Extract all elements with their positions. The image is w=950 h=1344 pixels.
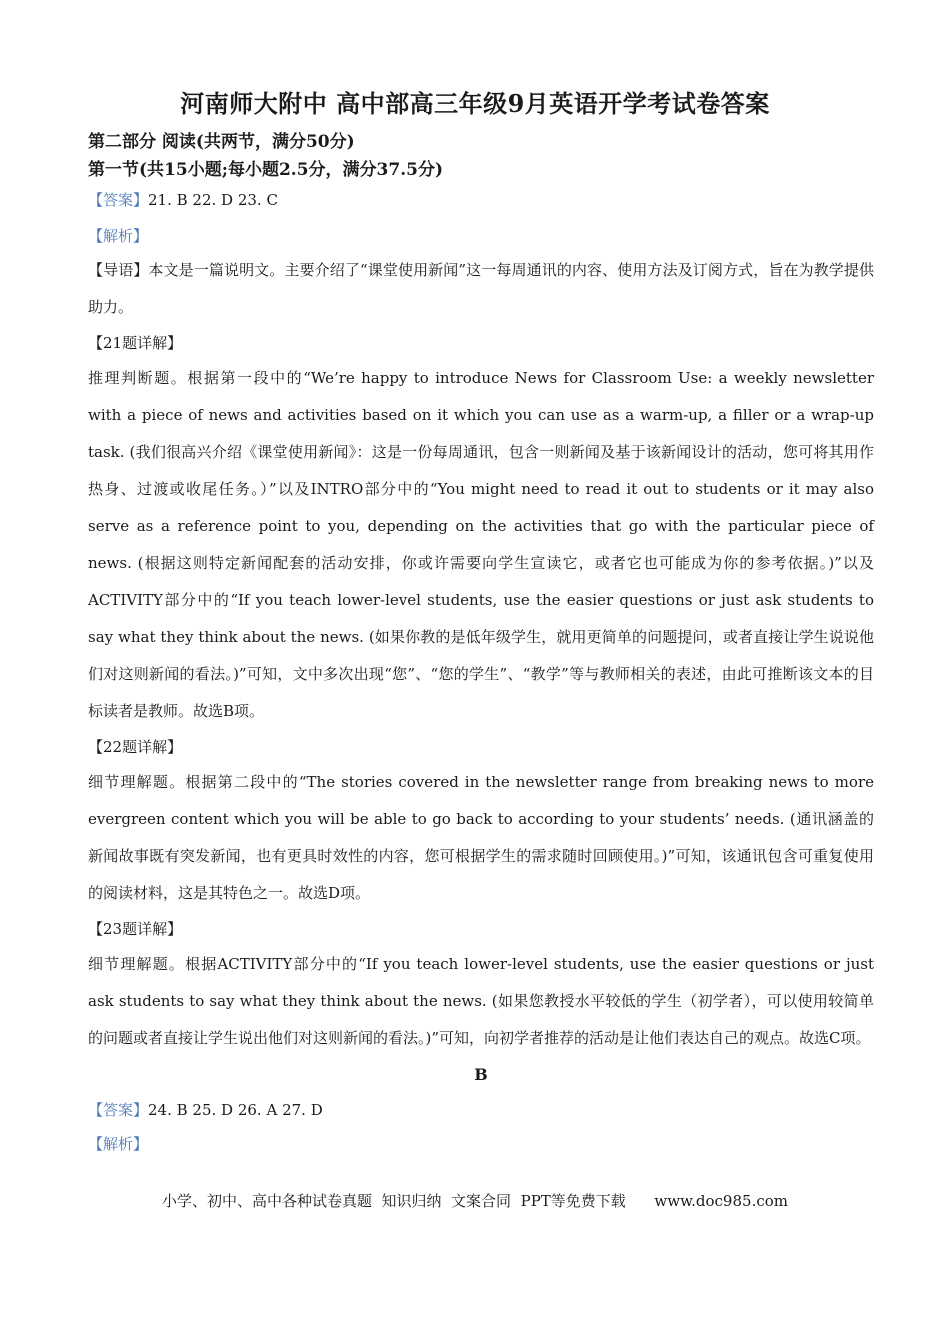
document-body [88,128,874,1161]
q21-heading: 【21题详解】 [88,334,183,352]
section-heading: 第二部分 阅读(共两节，满分50分) [88,132,355,152]
q23-heading: 【23题详解】 [88,920,183,938]
intro-paragraph: 【导语】本文是一篇说明文。主要介绍了“课堂使用新闻”这一每周通讯的内容、使用方法及订阅方式，旨在为教学提供助力。 [88,261,874,316]
answer-tag: 【答案】 [88,191,149,209]
answer-line-b [88,1093,874,1127]
answer-line-a [88,188,874,212]
analysis-tag: 【解析】 [88,227,149,245]
analysis-tag: 【解析】 [88,1135,149,1153]
analysis-line-a [88,224,874,248]
analysis-line-b [88,1127,874,1161]
q21-explanation: 推理判断题。根据第一段中的“We’re happy to introduce News for Classroom Use: a weekly newsletter with a piece of news and activities based on it which you can use as a warm-up, a filler or a wrap-up task. (我们很高兴介绍《课堂使用新闻》：这是一份每周通讯，包含一则新闻及基于该新闻设计的活动，您可将其用作热身、过渡或收尾任务。）”以及INTRO部分中的“You might need to read it out to students or it may also serve as a reference point to you, depending on the activities that go with the particular piece of news. (根据这则特定新闻配套的活动安排，你或许需要向学生宣读它，或者它也可能成为你的参考依据。)”以及ACTIVITY部分中的“If you teach lower-level students, use the easier questions or just ask students to say what they think about the news. (如果你教的是低年级学生，就用更简单的问题提问，或者直接让学生说说他们对这则新闻的看法。)”可知，文中多次出现“您”、“您的学生”、“教学”等与教师相关的表述，由此可推断该文本的目标读者是教师。故选B项。 [88,369,874,720]
q22-heading: 【22题详解】 [88,738,183,756]
passage-b-label: B [474,1065,488,1084]
answer-values: 21. B 22. D 23. C [148,191,278,209]
answer-values: 24. B 25. D 26. A 27. D [148,1101,323,1119]
page-footer: 小学、初中、高中各种试卷真题 知识归纳 文案合同 PPT等免费下载 www.doc985.com [161,1192,788,1210]
subsection-heading: 第一节(共15小题;每小题2.5分，满分37.5分) [88,160,443,180]
document-title: 河南师大附中 高中部高三年级9月英语开学考试卷答案 [180,89,770,118]
answer-tag: 【答案】 [88,1101,149,1119]
q23-explanation: 细节理解题。根据ACTIVITY部分中的“If you teach lower-level students, use the easier questions or just ask students to say what they think about the news. (如果您教授水平较低的学生（初学者），可以使用较简单的问题或者直接让学生说出他们对这则新闻的看法。)”可知，向初学者推荐的活动是让他们表达自己的观点。故选C项。 [88,955,874,1047]
q22-explanation: 细节理解题。根据第二段中的“The stories covered in the newsletter range from breaking news to more evergreen content which you will be able to go back to according to your students’ needs. (通讯涵盖的新闻故事既有突发新闻，也有更具时效性的内容，您可根据学生的需求随时回顾使用。)”可知，该通讯包含可重复使用的阅读材料，这是其特色之一。故选D项。 [88,773,874,902]
